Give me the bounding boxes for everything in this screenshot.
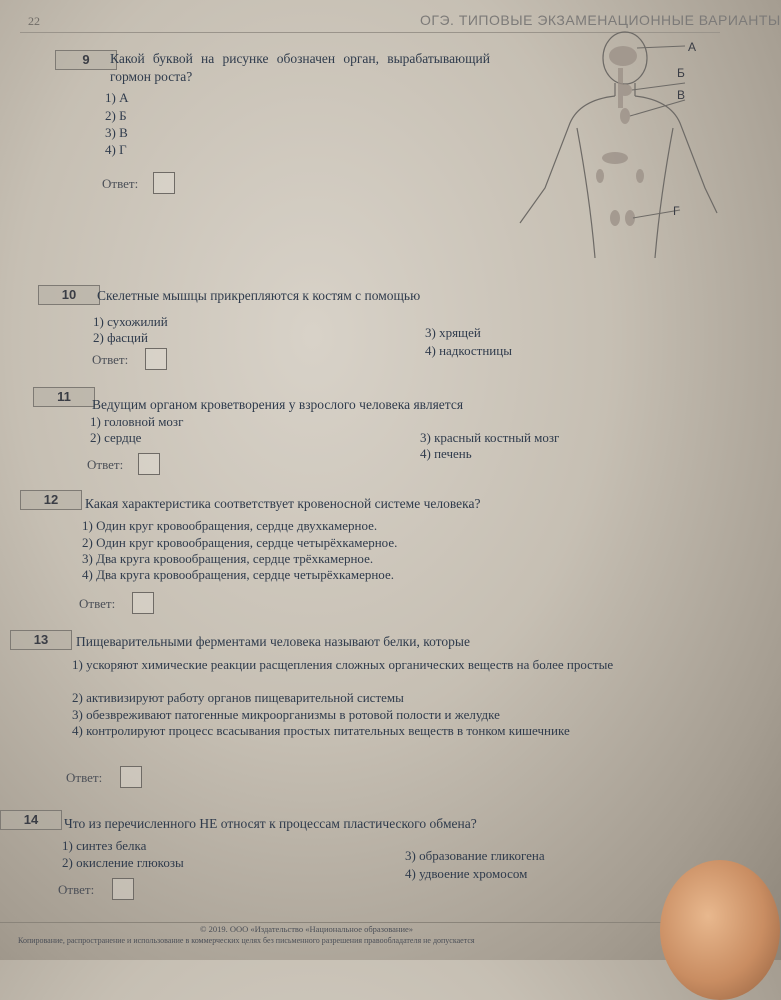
q13-option-2: 2) активизируют работу органов пищеварительной системы bbox=[72, 690, 404, 705]
q13-option-1: 1) ускоряют химические реакции расщепления сложных органических веществ на более простые bbox=[72, 657, 614, 672]
footer-copyright: © 2019. ООО «Издательство «Национальное образование» bbox=[200, 924, 414, 934]
q14-option-4: 4) удвоение хромосом bbox=[405, 866, 528, 881]
page-number: 22 bbox=[28, 14, 40, 28]
q10-option-3: 3) хрящей bbox=[425, 325, 481, 340]
question-number-9: 9 bbox=[55, 50, 117, 70]
q11-option-3: 3) красный костный мозг bbox=[420, 430, 560, 445]
q12-option-2: 2) Один круг кровообращения, сердце четырёхкамерное. bbox=[82, 535, 398, 550]
question-13-text: Пищеварительными ферментами человека называют белки, которые bbox=[76, 634, 470, 649]
question-number-14: 14 bbox=[0, 810, 62, 830]
human-endocrine-figure bbox=[505, 28, 720, 268]
q11-option-4: 4) печень bbox=[420, 446, 472, 461]
q13-option-3: 3) обезвреживают патогенные микроорганизмы в ротовой полости и желудке bbox=[72, 707, 500, 722]
question-number-13: 13 bbox=[10, 630, 72, 650]
q12-option-4: 4) Два круга кровообращения, сердце четырёхкамерное. bbox=[82, 567, 394, 582]
running-head: ОГЭ. ТИПОВЫЕ ЭКЗАМЕНАЦИОННЫЕ ВАРИАНТЫ bbox=[420, 12, 781, 28]
q10-answer-box[interactable] bbox=[145, 348, 167, 370]
q14-option-1: 1) синтез белка bbox=[62, 838, 147, 853]
q10-option-1: 1) сухожилий bbox=[93, 314, 168, 329]
question-14-text: Что из перечисленного НЕ относят к процессам пластического обмена? bbox=[64, 816, 477, 831]
footer-rule bbox=[0, 922, 720, 923]
q11-answer-label: Ответ: bbox=[87, 457, 124, 472]
q14-answer-box[interactable] bbox=[112, 878, 134, 900]
human-body-illustration bbox=[505, 28, 720, 268]
question-10-text: Скелетные мышцы прикрепляются к костям с помощью bbox=[97, 288, 421, 303]
q14-option-3: 3) образование гликогена bbox=[405, 848, 545, 863]
q10-answer-label: Ответ: bbox=[92, 352, 129, 367]
q9-option-2: 2) Б bbox=[105, 108, 127, 123]
q14-option-2: 2) окисление глюкозы bbox=[62, 855, 184, 870]
q12-answer-label: Ответ: bbox=[79, 596, 116, 611]
figure-label-v: В bbox=[677, 88, 686, 102]
q9-answer-box[interactable] bbox=[153, 172, 175, 194]
q12-option-1: 1) Один круг кровообращения, сердце двухкамерное. bbox=[82, 518, 378, 533]
question-11-text: Ведущим органом кроветворения у взрослого человека является bbox=[92, 397, 464, 412]
q10-option-4: 4) надкостницы bbox=[425, 343, 512, 358]
question-9-text: Какой буквой на рисунке обозначен орган, вырабатывающий гормон роста? bbox=[110, 51, 490, 84]
q11-option-2: 2) сердце bbox=[90, 430, 142, 445]
q13-answer-box[interactable] bbox=[120, 766, 142, 788]
finger-photo-overlay bbox=[660, 860, 780, 1000]
question-number-10: 10 bbox=[38, 285, 100, 305]
figure-label-a: А bbox=[688, 40, 697, 54]
q9-option-3: 3) В bbox=[105, 125, 128, 140]
q12-option-3: 3) Два круга кровообращения, сердце трёхкамерное. bbox=[82, 551, 374, 566]
q10-option-2: 2) фасций bbox=[93, 330, 148, 345]
q12-answer-box[interactable] bbox=[132, 592, 154, 614]
question-number-11: 11 bbox=[33, 387, 95, 407]
figure-label-b: Б bbox=[677, 66, 685, 80]
q9-option-1: 1) А bbox=[105, 90, 129, 105]
question-number-12: 12 bbox=[20, 490, 82, 510]
q13-answer-label: Ответ: bbox=[66, 770, 103, 785]
q11-answer-box[interactable] bbox=[138, 453, 160, 475]
q14-answer-label: Ответ: bbox=[58, 882, 95, 897]
q13-option-4: 4) контролируют процесс всасывания простых питательных веществ в тонком кишечнике bbox=[72, 723, 570, 738]
question-12-text: Какая характеристика соответствует кровеносной системе человека? bbox=[85, 496, 481, 511]
q11-option-1: 1) головной мозг bbox=[90, 414, 184, 429]
footer-legal: Копирование, распространение и использование в коммерческих целях без письменного разрешения правообладателя не допускается bbox=[18, 936, 475, 945]
figure-label-g: Г bbox=[673, 204, 680, 218]
q9-answer-label: Ответ: bbox=[102, 176, 139, 191]
q9-option-4: 4) Г bbox=[105, 142, 127, 157]
